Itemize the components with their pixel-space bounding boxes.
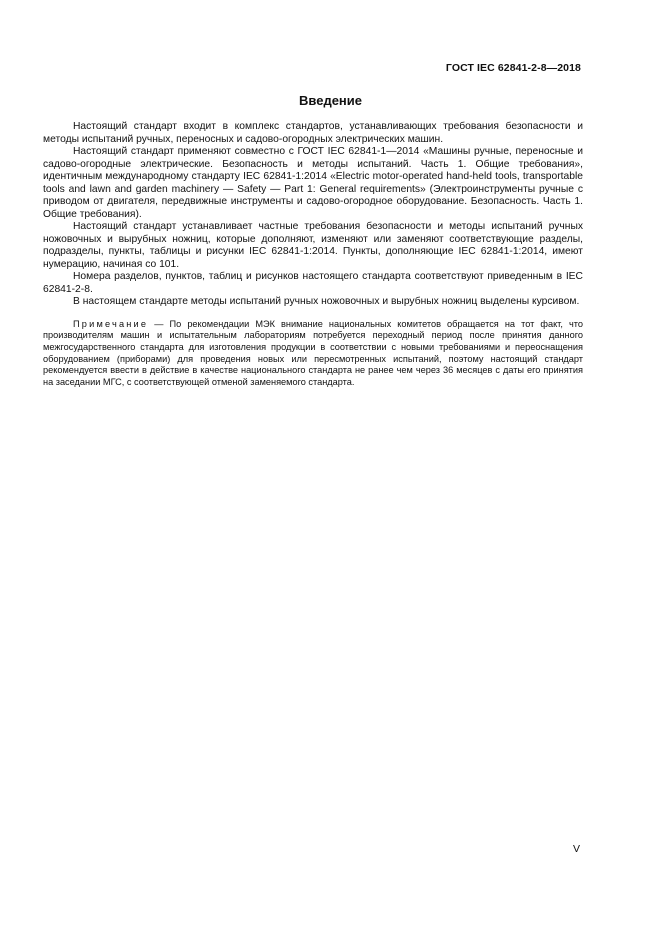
note-dash: — xyxy=(148,318,170,329)
note xyxy=(43,319,583,389)
document-body xyxy=(43,121,583,389)
page-number: V xyxy=(573,843,581,855)
document-code: ГОСТ IEC 62841-2-8—2018 xyxy=(445,62,581,74)
paragraph: Настоящий стандарт входит в комплекс стандартов, устанавливающих требования безопасности и методы испытаний ручных, переносных и садово-огородных электрических машин. xyxy=(43,121,583,145)
section-title: Введение xyxy=(299,93,362,108)
paragraph: Настоящий стандарт устанавливает частные требования безопасности и методы испытаний ручных ножовочных и вырубных ножниц, которые дополняют, изменяют или заменяют соответствующие разделы, подразделы, пункты, таблицы и рисунки IEC 62841-1:2014. Пункты, дополняющие IEC 62841-1:2014, имеют нумерацию, начиная со 101. xyxy=(43,221,583,270)
note-text: По рекомендации МЭК внимание национальных комитетов обращается на тот факт, что производителям машин и испытательным лабораториям потребуется переходный период после принятия данного межгосударственного стандарта для изготовления продукции в соответствии с новыми требованиями и переоснащения оборудованием (приборами) для проведения новых или пересмотренных испытаний, поэтому настоящий стандарт рекомендуется ввести в действие в качестве национального стандарта не ранее чем через 36 месяцев с даты его принятия на заседании МГС, с соответствующей отменой заменяемого стандарта. xyxy=(43,318,583,388)
paragraph: Настоящий стандарт применяют совместно с ГОСТ IEC 62841-1—2014 «Машины ручные, переносные и садово-огородные электрические. Безопасность и методы испытаний. Часть 1. Общие требования», идентичным международному стандарту IEC 62841-1:2014 «Electric motor-operated hand-held tools, transportable tools and lawn and garden machinery — Safety — Part 1: General requirements» (Электроинструменты ручные с приводом от двигателя, передвижные инструменты и садово-огородное оборудование. Безопасность. Часть 1. Общие требования). xyxy=(43,146,583,220)
note-label: Примечание xyxy=(73,318,149,329)
paragraph: В настоящем стандарте методы испытаний ручных ножовочных и вырубных ножниц выделены курсивом. xyxy=(73,296,580,307)
paragraph: Номера разделов, пунктов, таблиц и рисунков настоящего стандарта соответствуют приведенным в IEC 62841-2-8. xyxy=(43,271,583,295)
